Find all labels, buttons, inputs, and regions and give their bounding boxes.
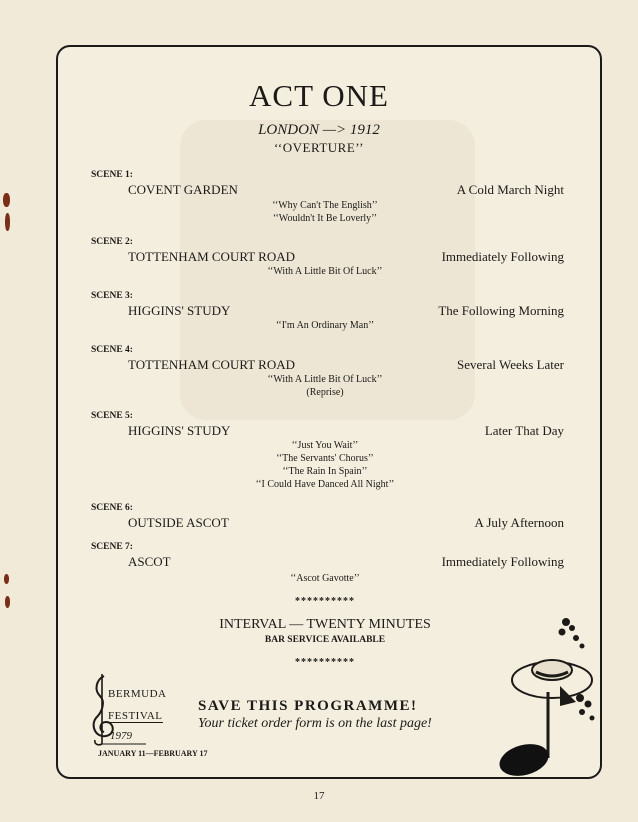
- logo-year: 1979: [110, 730, 132, 742]
- song-list: [0, 265, 638, 278]
- song-list: [0, 572, 638, 585]
- scene-time: Several Weeks Later: [457, 357, 564, 372]
- scene-location: HIGGINS' STUDY: [128, 303, 231, 318]
- save-programme-note: SAVE THIS PROGRAMME!: [198, 698, 418, 714]
- scene-label: SCENE 7:: [91, 542, 133, 552]
- scene-location: TOTTENHAM COURT ROAD: [128, 249, 296, 264]
- act-title: ACT ONE: [249, 78, 389, 113]
- place-year: LONDON —> 1912: [258, 122, 380, 138]
- song-title: ‘‘I Could Have Danced All Night’’: [255, 479, 395, 490]
- scene-location: TOTTENHAM COURT ROAD: [128, 357, 296, 372]
- scene-location: COVENT GARDEN: [128, 182, 238, 197]
- scene-time: Immediately Following: [441, 249, 564, 264]
- scene-label: SCENE 1:: [91, 170, 133, 180]
- logo-word-bermuda: BERMUDA: [108, 688, 167, 700]
- bar-service-note: BAR SERVICE AVAILABLE: [264, 635, 386, 645]
- festival-dates: JANUARY 11—FEBRUARY 17: [98, 749, 208, 758]
- song-title: ‘‘Wouldn't It Be Loverly’’: [272, 213, 378, 224]
- scene-label: SCENE 3:: [91, 291, 133, 301]
- hat-music-note-illustration: [496, 610, 608, 782]
- song-list: [0, 319, 638, 332]
- scene-label: SCENE 4:: [91, 345, 133, 355]
- divider-stars: **********: [295, 657, 355, 668]
- page-number: 17: [313, 790, 325, 802]
- festival-logo: [86, 672, 196, 748]
- song-title: ‘‘I'm An Ordinary Man’’: [275, 320, 375, 331]
- scene-location: ASCOT: [128, 554, 171, 569]
- interval-title: INTERVAL — TWENTY MINUTES: [219, 617, 431, 632]
- scene-time: Immediately Following: [441, 554, 564, 569]
- scene-location: OUTSIDE ASCOT: [128, 515, 229, 530]
- overture-label: ‘‘OVERTURE’’: [274, 140, 364, 155]
- song-title: ‘‘Why Can't The English’’: [272, 200, 378, 211]
- song-title: ‘‘The Rain In Spain’’: [282, 466, 368, 477]
- logo-word-festival: FESTIVAL: [108, 710, 163, 722]
- scene-label: SCENE 2:: [91, 237, 133, 247]
- scene-label: SCENE 6:: [91, 503, 133, 513]
- scene-time: A Cold March Night: [456, 182, 564, 197]
- song-list: [0, 199, 638, 225]
- scene-time: The Following Morning: [438, 303, 564, 318]
- song-title: ‘‘Ascot Gavotte’’: [290, 573, 360, 584]
- song-title: ‘‘With A Little Bit Of Luck’’: [267, 374, 383, 385]
- scene-location: HIGGINS' STUDY: [128, 423, 231, 438]
- scene-label: SCENE 5:: [91, 411, 133, 421]
- song-list: [0, 439, 638, 491]
- music-note-head-icon: [496, 739, 552, 781]
- scene-time: Later That Day: [484, 423, 564, 438]
- divider-stars: **********: [295, 596, 355, 607]
- song-title: ‘‘Just You Wait’’: [291, 440, 359, 451]
- ticket-order-note: Your ticket order form is on the last page!: [198, 716, 432, 731]
- song-title: ‘‘With A Little Bit Of Luck’’: [267, 266, 383, 277]
- song-note: (Reprise): [306, 387, 344, 398]
- scene-time: A July Afternoon: [474, 515, 564, 530]
- song-title: ‘‘The Servants' Chorus’’: [276, 453, 374, 464]
- song-list: [0, 373, 638, 399]
